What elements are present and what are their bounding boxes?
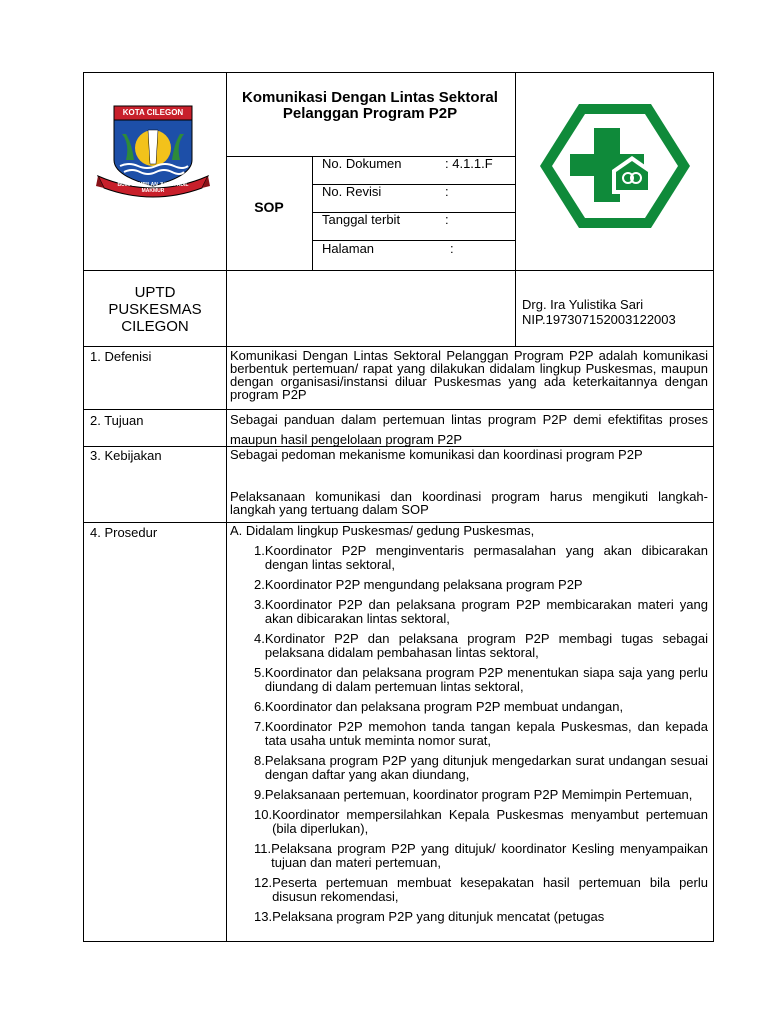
procedure-step bbox=[230, 754, 708, 782]
meta-value-halaman: : bbox=[450, 241, 454, 256]
procedure-step bbox=[230, 598, 708, 626]
organization-name bbox=[84, 284, 226, 335]
prosedur-intro: A. Didalam lingkup Puskesmas/ gedung Puskesmas, bbox=[230, 523, 535, 538]
section-text-kebijakan-2: Pelaksanaan komunikasi dan koordinasi program harus mengikuti langkah-langkah yang tertuang dalam SOP bbox=[230, 489, 708, 517]
procedure-step-number: 3. bbox=[254, 597, 265, 612]
section-label-prosedur: 4. Prosedur bbox=[90, 525, 158, 540]
org-line-uptd: UPTD bbox=[134, 284, 176, 301]
procedure-step-text: Peserta pertemuan membuat kesepakatan hasil pertemuan bila perlu disusun rekomendasi, bbox=[272, 875, 708, 904]
procedure-step-text: Pelaksanaan pertemuan, koordinator program P2P Memimpin Pertemuan, bbox=[264, 787, 693, 802]
section-label-kebijakan: 3. Kebijakan bbox=[90, 448, 162, 463]
border-right bbox=[713, 72, 714, 942]
procedure-step-text: Koordinator P2P mengundang pelaksana program P2P bbox=[264, 577, 583, 592]
procedure-step-number: 12. bbox=[254, 875, 273, 890]
procedure-step-number: 6. bbox=[254, 699, 265, 714]
procedure-step-number: 11. bbox=[254, 841, 272, 856]
procedure-step-text: Koordinator mempersilahkan Kepala Puskesmas menyambut pertemuan (bila diperlukan), bbox=[272, 807, 708, 836]
section-label-definisi: 1. Defenisi bbox=[90, 349, 152, 364]
border-top bbox=[83, 72, 714, 73]
procedure-step bbox=[230, 544, 708, 572]
divider-v-logo bbox=[226, 72, 227, 346]
procedure-step-number: 4. bbox=[254, 631, 265, 646]
steps-container bbox=[230, 544, 708, 924]
crest-motto-text: BUMI SEMBILAN JUJUR ADIL MAKMUR bbox=[117, 182, 189, 194]
divider-h-header bbox=[83, 270, 714, 271]
org-line-puskesmas: PUSKESMAS bbox=[108, 301, 202, 318]
procedure-step-text: Koordinator P2P menginventaris permasalahan yang akan dibicarakan dengan lintas sektoral, bbox=[264, 543, 708, 572]
procedure-step bbox=[230, 666, 708, 694]
procedure-step-number: 8. bbox=[254, 753, 265, 768]
cilegon-crest-logo bbox=[96, 104, 210, 198]
procedure-step bbox=[230, 578, 708, 592]
procedure-step bbox=[230, 910, 708, 924]
procedure-step-text: Pelaksana program P2P yang ditunjuk mengedarkan surat undangan sesuai dengan daftar yang akan diundang, bbox=[264, 753, 708, 782]
procedure-step-text: Koordinator dan pelaksana program P2P membuat undangan, bbox=[264, 699, 624, 714]
procedure-step-number: 5. bbox=[254, 665, 265, 680]
signatory bbox=[522, 297, 676, 327]
procedure-step-text: Pelaksana program P2P yang ditujuk/ koordinator Kesling menyampaikan tujuan dan materi pertemuan, bbox=[271, 841, 708, 870]
section-text-tujuan: Sebagai panduan dalam pertemuan lintas program P2P demi efektifitas proses maupun hasil pengelolaan program P2P bbox=[230, 412, 708, 447]
procedure-step bbox=[230, 842, 708, 870]
procedure-step bbox=[230, 720, 708, 748]
procedure-step-number: 1. bbox=[254, 543, 265, 558]
divider-v-body bbox=[226, 346, 227, 942]
procedure-step-number: 13. bbox=[254, 909, 273, 924]
procedure-step bbox=[230, 876, 708, 904]
sop-label: SOP bbox=[254, 199, 284, 215]
kemenkes-logo bbox=[540, 104, 690, 228]
meta-value-no-revisi: : bbox=[445, 184, 449, 199]
procedure-step bbox=[230, 788, 708, 802]
procedure-step-number: 7. bbox=[254, 719, 265, 734]
procedure-step bbox=[230, 632, 708, 660]
meta-label-halaman: Halaman bbox=[322, 241, 375, 256]
crest-banner-text: KOTA CILEGON bbox=[122, 108, 184, 117]
procedure-step-number: 10. bbox=[254, 807, 273, 822]
procedure-step-number: 2. bbox=[254, 577, 265, 592]
border-left bbox=[83, 72, 84, 942]
divider-h-org bbox=[83, 346, 714, 347]
section-text-definisi: Komunikasi Dengan Lintas Sektoral Pelanggan Program P2P adalah komunikasi berbentuk pertemuan/ rapat yang dilakukan didalam lingkup Puskesmas, maupun dengan organisasi/instansi diluar Puskesmas yang ada keterkaitannya dengan program P2P bbox=[230, 348, 708, 402]
section-label-tujuan: 2. Tujuan bbox=[90, 413, 144, 428]
org-line-cilegon: CILEGON bbox=[121, 318, 189, 335]
section-text-kebijakan-1: Sebagai pedoman mekanisme komunikasi dan koordinasi program P2P bbox=[230, 447, 643, 462]
meta-value-tanggal-terbit: : bbox=[445, 212, 449, 227]
border-bottom bbox=[83, 941, 714, 942]
procedure-step-text: Koordinator P2P dan pelaksana program P2P membicarakan materi yang akan dibicarakan lintas sektoral, bbox=[264, 597, 708, 626]
procedure-step-number: 9. bbox=[254, 787, 265, 802]
divider-v-right bbox=[515, 72, 516, 346]
procedure-step bbox=[230, 700, 708, 714]
divider-v-sop bbox=[312, 156, 313, 270]
meta-label-no-dokumen: No. Dokumen bbox=[322, 156, 402, 171]
document-title: Komunikasi Dengan Lintas Sektoral Pelanggan Program P2P bbox=[242, 89, 498, 122]
procedure-step-text: Koordinator dan pelaksana program P2P menentukan siapa saja yang perlu diundang di dalam pertemuan lintas sektoral, bbox=[264, 665, 708, 694]
signatory-name: Drg. Ira Yulistika Sari bbox=[522, 297, 644, 312]
meta-value-no-dokumen: : 4.1.1.F bbox=[445, 156, 493, 171]
meta-label-tanggal-terbit: Tanggal terbit bbox=[322, 212, 401, 227]
prosedur-steps bbox=[230, 524, 708, 930]
signatory-nip: NIP.197307152003122003 bbox=[522, 312, 676, 327]
procedure-step-text: Koordinator P2P memohon tanda tangan kepala Puskesmas, dan kepada tata usaha untuk meminta nomor surat, bbox=[264, 719, 708, 748]
procedure-step bbox=[230, 808, 708, 836]
procedure-step-text: Kordinator P2P dan pelaksana program P2P membagi tugas sebagai pelaksana didalam pembahasan lintas sektoral, bbox=[264, 631, 708, 660]
procedure-step-text: Pelaksana program P2P yang ditunjuk mencatat (petugas bbox=[272, 909, 605, 924]
meta-label-no-revisi: No. Revisi bbox=[322, 184, 382, 199]
